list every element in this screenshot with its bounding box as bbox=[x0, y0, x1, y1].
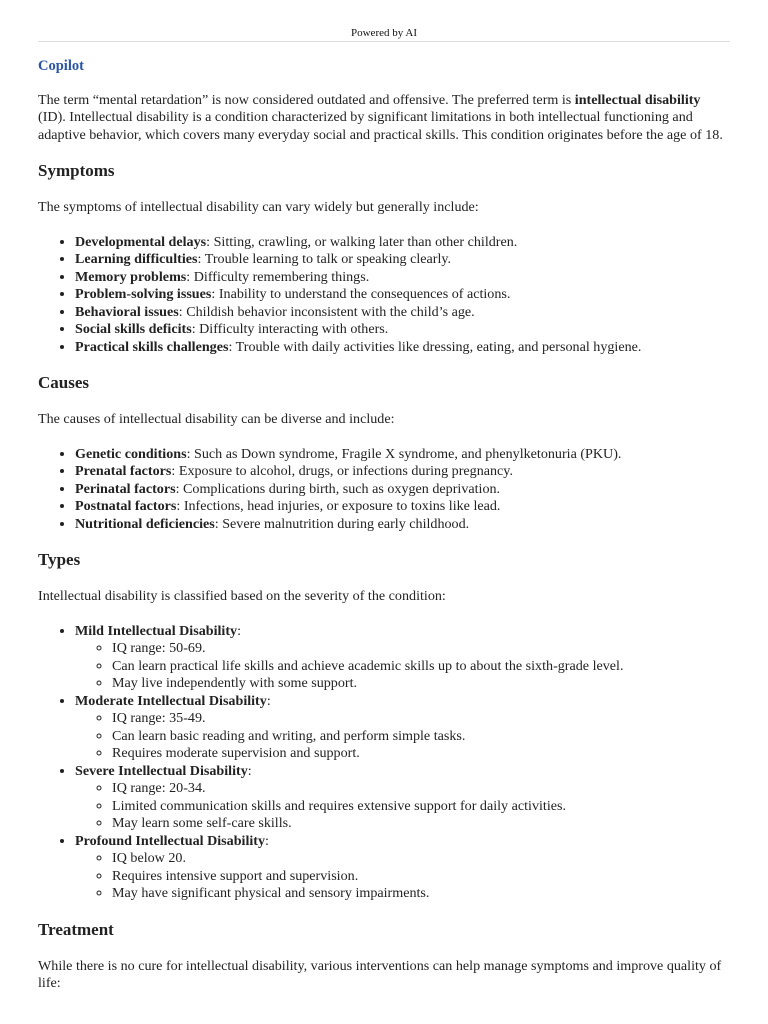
list-item-term: Nutritional deficiencies bbox=[75, 515, 215, 532]
sub-list bbox=[75, 850, 730, 903]
list-item bbox=[75, 463, 730, 481]
sub-list bbox=[75, 640, 730, 693]
sub-list-item: ◦ Requires moderate supervision and support. bbox=[112, 745, 730, 763]
list-item bbox=[75, 516, 730, 534]
intro-text-start: The term “mental retardation” is now considered outdated and offensive. The preferred term is bbox=[38, 91, 575, 108]
symptoms-list bbox=[38, 234, 730, 357]
treatment-lead: While there is no cure for intellectual disability, various interventions can help manage symptoms and improve quality of life: bbox=[38, 957, 722, 991]
list-item-desc: : Severe malnutrition during early childhood. bbox=[214, 515, 470, 532]
list-item bbox=[75, 498, 730, 516]
intro-paragraph bbox=[38, 92, 730, 145]
sub-list-item: ◦ Requires intensive support and supervision. bbox=[112, 868, 730, 886]
copilot-brand-link[interactable]: Copilot bbox=[38, 58, 84, 74]
list-item-desc: : Childish behavior inconsistent with the child’s age. bbox=[178, 303, 475, 320]
list-item-desc: : Inability to understand the consequences of actions. bbox=[211, 286, 511, 302]
list-item-term: Perinatal factors bbox=[75, 480, 176, 497]
symptoms-heading: Symptoms bbox=[38, 161, 115, 180]
list-item-term: Practical skills challenges bbox=[75, 338, 229, 355]
sub-list-item: ◦ Can learn practical life skills and achieve academic skills up to about the sixth-grade level. bbox=[112, 658, 730, 676]
sub-list-item: ◦ IQ below 20. bbox=[112, 850, 730, 868]
list-item bbox=[75, 251, 730, 269]
list-item bbox=[75, 833, 730, 903]
list-item bbox=[75, 763, 730, 833]
list-item bbox=[75, 269, 730, 287]
sub-list bbox=[75, 780, 730, 833]
list-item-term: Mild Intellectual Disability bbox=[75, 622, 238, 639]
sub-list-item: ◦ IQ range: 50-69. bbox=[112, 640, 730, 658]
list-item bbox=[75, 234, 730, 252]
list-item-term: Profound Intellectual Disability bbox=[75, 832, 266, 849]
list-item-term: Severe Intellectual Disability bbox=[75, 762, 248, 779]
sub-list-item: ◦ Limited communication skills and requires extensive support for daily activities. bbox=[112, 798, 730, 816]
sub-list bbox=[75, 710, 730, 763]
causes-heading: Causes bbox=[38, 373, 90, 392]
list-item-term: Postnatal factors bbox=[75, 498, 177, 514]
powered-by-banner bbox=[38, 26, 730, 42]
sub-list-item: ◦ May live independently with some support. bbox=[112, 675, 730, 693]
sub-list-item: ◦ May learn some self-care skills. bbox=[112, 815, 730, 833]
list-item-desc: : Sitting, crawling, or walking later than other children. bbox=[206, 233, 518, 250]
list-item bbox=[75, 623, 730, 693]
sub-list-item: ◦ IQ range: 35-49. bbox=[112, 710, 730, 728]
document-body bbox=[38, 58, 730, 1010]
list-item-desc: : Exposure to alcohol, drugs, or infections during pregnancy. bbox=[171, 463, 513, 479]
list-item-term: Behavioral issues bbox=[75, 303, 179, 320]
sub-list-item: ◦ IQ range: 20-34. bbox=[112, 780, 730, 798]
sub-list-item: ◦ May have significant physical and sensory impairments. bbox=[112, 885, 730, 903]
list-item-desc: : Trouble with daily activities like dressing, eating, and personal hygiene. bbox=[228, 338, 642, 355]
intro-text-end: (ID). Intellectual disability is a condition characterized by significant limitations in both intellectual functioning and adaptive behavior, which covers many everyday social and practical skills. This condition originates before the age of 18. bbox=[38, 109, 723, 143]
list-item bbox=[75, 693, 730, 763]
list-item bbox=[75, 339, 730, 357]
sub-list-item: ◦ Can learn basic reading and writing, and perform simple tasks. bbox=[112, 728, 730, 746]
list-item-term: Learning difficulties bbox=[75, 251, 198, 267]
list-item-desc: : Difficulty interacting with others. bbox=[191, 321, 389, 337]
types-list bbox=[38, 623, 730, 903]
causes-list bbox=[38, 446, 730, 534]
treatment-heading: Treatment bbox=[38, 919, 114, 939]
list-item-desc: : Difficulty remembering things. bbox=[186, 268, 370, 285]
list-item-term: Social skills deficits bbox=[75, 321, 192, 337]
powered-by-text: Powered by AI bbox=[351, 27, 417, 39]
list-item-term: Memory problems bbox=[75, 268, 187, 285]
list-item bbox=[75, 286, 730, 304]
list-item-term: Problem-solving issues bbox=[75, 286, 212, 302]
list-item bbox=[75, 481, 730, 499]
list-item bbox=[75, 321, 730, 339]
list-item-term: Genetic conditions bbox=[75, 445, 187, 462]
list-item-desc: : Such as Down syndrome, Fragile X syndrome, and phenylketonuria (PKU). bbox=[186, 445, 622, 462]
types-heading: Types bbox=[38, 550, 81, 569]
list-item-desc: : bbox=[266, 692, 271, 709]
list-item-desc: : bbox=[247, 762, 252, 779]
list-item-desc: : bbox=[265, 832, 269, 849]
list-item-desc: : bbox=[237, 622, 241, 639]
symptoms-lead: The symptoms of intellectual disability can vary widely but generally include: bbox=[38, 199, 479, 215]
list-item-desc: : Infections, head injuries, or exposure to toxins like lead. bbox=[176, 498, 501, 514]
types-lead: Intellectual disability is classified based on the severity of the condition: bbox=[38, 588, 446, 604]
list-item-term: Developmental delays bbox=[75, 233, 207, 250]
causes-lead: The causes of intellectual disability can be diverse and include: bbox=[38, 411, 395, 427]
list-item-term: Moderate Intellectual Disability bbox=[75, 692, 267, 709]
list-item bbox=[75, 304, 730, 322]
intro-bold-term: intellectual disability bbox=[574, 91, 701, 108]
list-item-desc: : Trouble learning to talk or speaking clearly. bbox=[197, 251, 452, 267]
list-item-term: Prenatal factors bbox=[75, 463, 172, 479]
list-item bbox=[75, 446, 730, 464]
list-item-desc: : Complications during birth, such as oxygen deprivation. bbox=[175, 480, 501, 497]
